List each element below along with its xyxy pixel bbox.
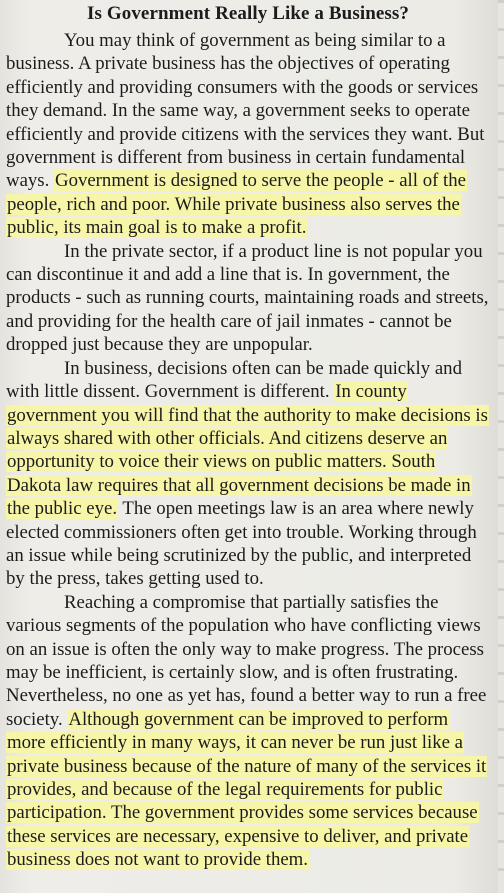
paragraph-2-text: In the private sector, if a product line is not popular you can discontinue it and add a line that is. In government, the products - such as running courts, maintaining roads and streets, and providing for the health care of jail inmates - cannot be dropped just because they are unpopular. <box>6 240 489 356</box>
paragraph-3 <box>6 357 490 591</box>
highlighted-passage: In county government you will find that the authority to make decisions is always shared with other officials. And citizens deserve an opportunity to voice their views on public matters. South Dakota law requires that all government decisions be made in the public eye. <box>7 381 488 520</box>
paragraph-3-text-end: The open meetings law is an area where newly elected commissioners often get into trouble. Working through an issue while being scrutinized by the public, and interpreted by the press, takes getting used to. <box>6 498 477 590</box>
article-title: Is Government Really Like a Business? <box>87 3 409 24</box>
highlighted-passage: Although government can be improved to perform more efficiently in many ways, it can never be run just like a private business because of the nature of many of the services it provides, and because of the legal requirements for public participation. The government provides some services because these services are necessary, expensive to deliver, and private business does not want to provide them. <box>7 708 487 871</box>
highlighted-passage: Government is designed to serve the people - all of the people, rich and poor. While private business also serves the public, its main goal is to make a profit. <box>7 170 466 239</box>
paragraph-3-text: In business, decisions often can be made quickly and with little dissent. Government is different. <box>6 357 462 403</box>
paragraph-4 <box>6 591 490 872</box>
paragraph-4-text: Reaching a compromise that partially satisfies the various segments of the population who have conflicting views on an issue is often the only way to make progress. The process may be inefficient, is certainly slow, and is often frustrating. Nevertheless, no one as yet has, found a better way to run a free society. <box>6 591 487 730</box>
paragraph-2 <box>6 240 490 357</box>
page-edge <box>498 0 504 893</box>
paragraph-1 <box>6 29 490 240</box>
paragraph-1-text: You may think of government as being similar to a business. A private business has the objectives of operating efficiently and providing consumers with the goods or services they demand. In the same way, a government seeks to operate efficiently and provide citizens with the services they want. But government is different from business in certain fundamental ways. <box>6 30 485 192</box>
